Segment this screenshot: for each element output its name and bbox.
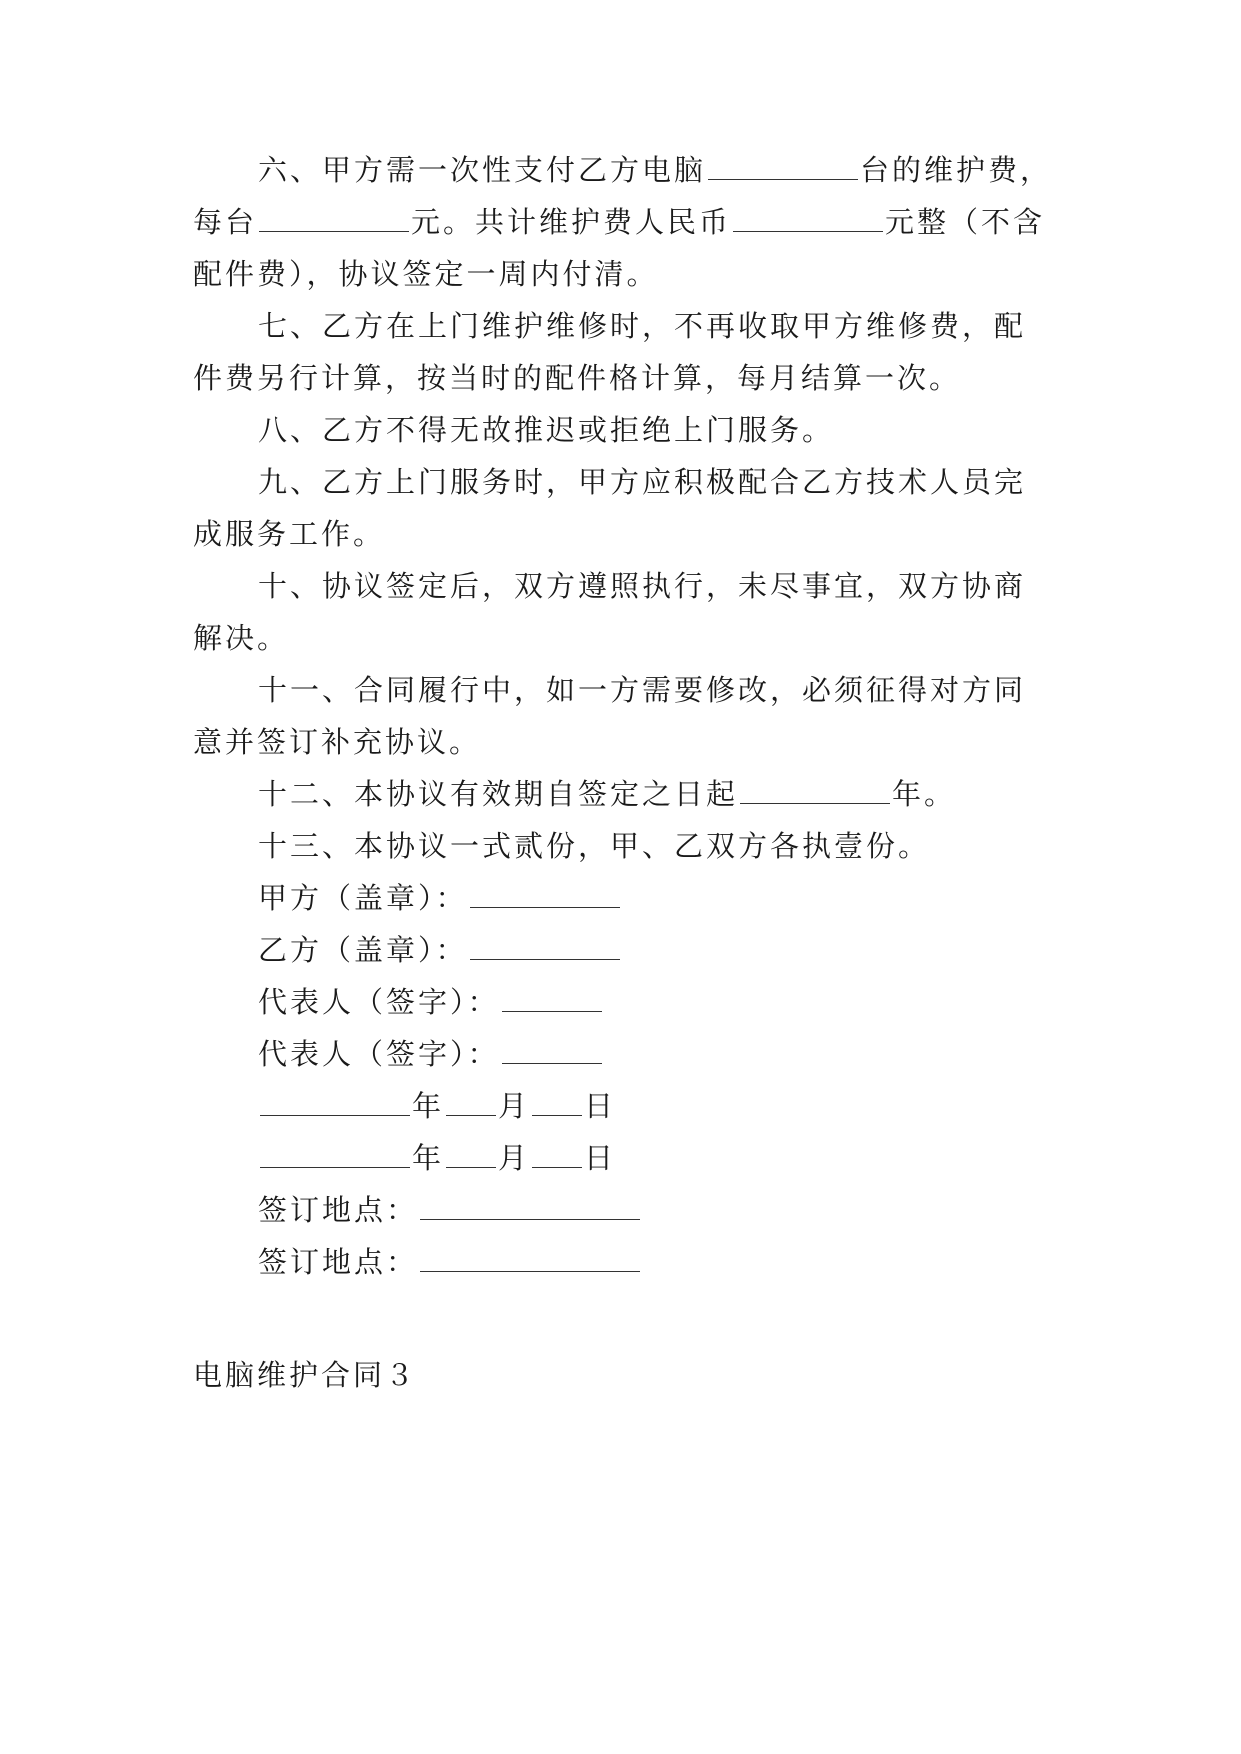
clause-7-line-1: 七、乙方在上门维护维修时，不再收取甲方维修费，配: [258, 309, 1027, 343]
total-fee-blank[interactable]: [733, 203, 883, 232]
sign-place-line-1: [258, 1190, 1118, 1230]
sign-place-label-2: 签订地点：: [258, 1245, 419, 1279]
rep-sign-line-2: [258, 1034, 1118, 1074]
clause-10-line-1: 十、协议签定后，双方遵照执行，未尽事宜，双方协商: [258, 569, 1027, 603]
sign-place-blank-2[interactable]: [420, 1243, 640, 1272]
month-blank-1[interactable]: [446, 1087, 496, 1116]
clause-12-text-a: 十二、本协议有效期自签定之日起: [258, 777, 739, 811]
day-label-1: 日: [584, 1089, 617, 1123]
per-unit-fee-blank[interactable]: [259, 203, 409, 232]
clause-9-line-1: 九、乙方上门服务时，甲方应积极配合乙方技术人员完: [258, 465, 1027, 499]
day-label-2: 日: [584, 1141, 617, 1175]
clause-6-text-c: 每台: [193, 205, 258, 239]
clause-11-line-1: 十一、合同履行中，如一方需要修改，必须征得对方同: [258, 673, 1027, 707]
year-blank-1[interactable]: [260, 1087, 410, 1116]
validity-years-blank[interactable]: [740, 775, 890, 804]
computer-count-blank[interactable]: [708, 151, 858, 180]
clause-6-line-3: 配件费），协议签定一周内付清。: [193, 257, 659, 291]
month-blank-2[interactable]: [446, 1139, 496, 1168]
clause-7-line-2: 件费另行计算，按当时的配件格计算，每月结算一次。: [193, 361, 962, 395]
clause-8-line-1: 八、乙方不得无故推迟或拒绝上门服务。: [258, 413, 835, 447]
clause-10-line-2: 解决。: [193, 621, 290, 655]
clause-6-text-a: 六、甲方需一次性支付乙方电脑: [258, 153, 707, 187]
clause-6-line-2: [193, 202, 1053, 242]
year-blank-2[interactable]: [260, 1139, 410, 1168]
date-line-2: [258, 1138, 1118, 1178]
party-b-seal-label: 乙方（盖章）：: [258, 933, 468, 967]
clause-13-line-1: 十三、本协议一式贰份，甲、乙双方各执壹份。: [258, 829, 931, 863]
clause-9-line-2: 成服务工作。: [193, 517, 386, 551]
day-blank-1[interactable]: [532, 1087, 582, 1116]
party-b-seal-line: [258, 930, 1118, 970]
rep-sign-blank-2[interactable]: [502, 1035, 602, 1064]
rep-sign-line-1: [258, 982, 1118, 1022]
party-a-seal-label: 甲方（盖章）：: [258, 881, 468, 915]
party-a-seal-blank[interactable]: [470, 879, 620, 908]
clause-6-text-b: 台的维护费，: [860, 153, 1053, 187]
clause-6-text-d: 元。共计维护费人民币: [411, 205, 732, 239]
day-blank-2[interactable]: [532, 1139, 582, 1168]
rep-sign-blank-1[interactable]: [502, 983, 602, 1012]
clause-6-line-1: [258, 150, 1118, 190]
party-a-seal-line: [258, 878, 1118, 918]
sign-place-label-1: 签订地点：: [258, 1193, 419, 1227]
year-label-1: 年: [412, 1089, 445, 1123]
month-label-1: 月: [498, 1089, 531, 1123]
date-line-1: [258, 1086, 1118, 1126]
party-b-seal-blank[interactable]: [470, 931, 620, 960]
clause-12-text-b: 年。: [892, 777, 957, 811]
year-label-2: 年: [412, 1141, 445, 1175]
rep-sign-label-2: 代表人（签字）：: [258, 1037, 500, 1071]
clause-11-line-2: 意并签订补充协议。: [193, 725, 482, 759]
sign-place-line-2: [258, 1242, 1118, 1282]
next-contract-title: 电脑维护合同３: [193, 1358, 418, 1392]
clause-12-line-1: [258, 774, 1118, 814]
rep-sign-label-1: 代表人（签字）：: [258, 985, 500, 1019]
clause-6-text-e: 元整（不含: [885, 205, 1046, 239]
sign-place-blank-1[interactable]: [420, 1191, 640, 1220]
month-label-2: 月: [498, 1141, 531, 1175]
